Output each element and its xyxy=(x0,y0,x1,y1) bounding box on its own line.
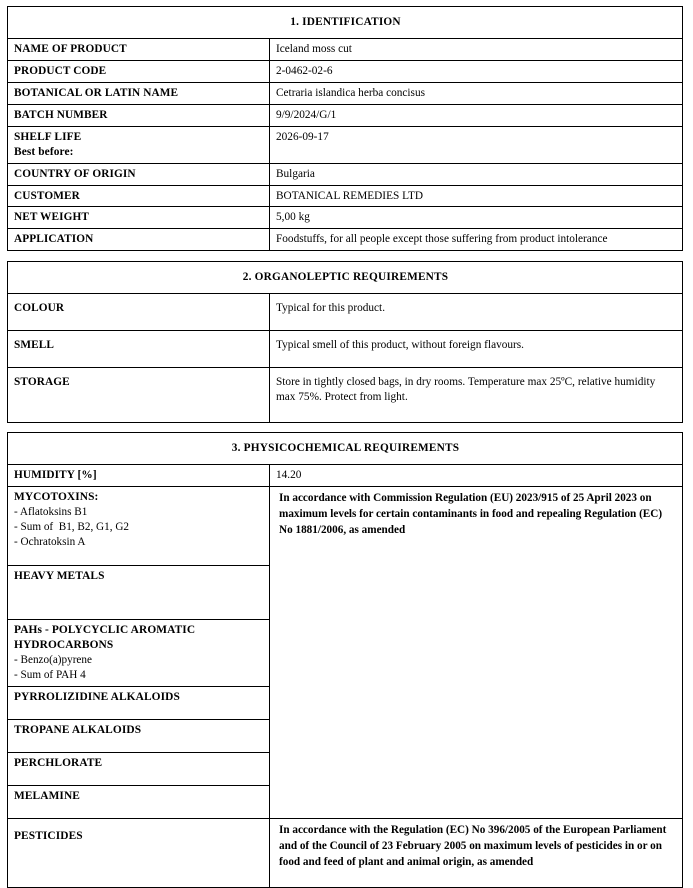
label-sum-of-b1-b2-g1-g2: - Sum of B1, B2, G1, G2 xyxy=(14,520,129,533)
label-heavy-metals: HEAVY METALS xyxy=(14,569,105,582)
label-shelf-life-cell xyxy=(8,126,270,163)
table-row xyxy=(8,818,683,887)
value-name-of-product: Iceland moss cut xyxy=(270,38,683,60)
label-pahs-cell xyxy=(8,619,270,686)
value-botanical-or-latin-name: Cetraria islandica herba concisus xyxy=(270,82,683,104)
table-row xyxy=(8,368,683,423)
label-ochratoksin-a: - Ochratoksin A xyxy=(14,535,86,548)
label-shelf-life: SHELF LIFE xyxy=(14,130,82,143)
table-row xyxy=(8,229,683,251)
section-header-row xyxy=(8,7,683,39)
label-benzo-a-pyrene: - Benzo(a)pyrene xyxy=(14,654,92,667)
label-heavy-metals-cell xyxy=(8,565,270,619)
table-row xyxy=(8,465,683,487)
label-botanical-or-latin-name: BOTANICAL OR LATIN NAME xyxy=(8,82,270,104)
label-application: APPLICATION xyxy=(8,229,270,251)
section-3-physicochemical-table xyxy=(7,432,683,887)
label-mycotoxins-cell xyxy=(8,486,270,565)
value-application: Foodstuffs, for all people except those suffering from product intolerance xyxy=(270,229,683,251)
section-header-row xyxy=(8,262,683,294)
label-storage: STORAGE xyxy=(8,368,270,423)
table-row xyxy=(8,185,683,207)
value-humidity: 14.20 xyxy=(270,465,683,487)
label-humidity: HUMIDITY [%] xyxy=(8,465,270,487)
table-row xyxy=(8,486,683,565)
label-perchlorate-cell xyxy=(8,752,270,785)
section-1-identification-table xyxy=(7,6,683,251)
label-best-before: Best before: xyxy=(14,145,74,158)
table-row xyxy=(8,294,683,331)
label-pyrrolizidine-alkaloids-cell xyxy=(8,686,270,719)
label-name-of-product: NAME OF PRODUCT xyxy=(8,38,270,60)
label-tropane-alkaloids-cell xyxy=(8,719,270,752)
table-row xyxy=(8,38,683,60)
label-net-weight: NET WEIGHT xyxy=(8,207,270,229)
label-pesticides: PESTICIDES xyxy=(14,829,83,842)
value-batch-number: 9/9/2024/G/1 xyxy=(270,104,683,126)
table-row xyxy=(8,163,683,185)
value-smell: Typical smell of this product, without foreign flavours. xyxy=(270,331,683,368)
table-row xyxy=(8,82,683,104)
value-country-of-origin: Bulgaria xyxy=(270,163,683,185)
value-colour: Typical for this product. xyxy=(270,294,683,331)
contaminants-statement-cell xyxy=(270,486,683,818)
table-row xyxy=(8,207,683,229)
label-colour: COLOUR xyxy=(8,294,270,331)
label-batch-number: BATCH NUMBER xyxy=(8,104,270,126)
value-product-code: 2-0462-02-6 xyxy=(270,60,683,82)
label-product-code: PRODUCT CODE xyxy=(8,60,270,82)
value-storage: Store in tightly closed bags, in dry rooms. Temperature max 25ºC, relative humidity max 75%. Protect from light. xyxy=(270,368,683,423)
label-smell: SMELL xyxy=(8,331,270,368)
label-pyrrolizidine-alkaloids: PYRROLIZIDINE ALKALOIDS xyxy=(14,690,180,703)
value-customer: BOTANICAL REMEDIES LTD xyxy=(270,185,683,207)
pesticides-statement-cell xyxy=(270,818,683,887)
pesticides-statement: In accordance with the Regulation (EC) No 396/2005 of the European Parliament and of the Council of 23 February 2005 on maximum levels of pesticides in or on food and feed of plant and animal origin, as amended xyxy=(279,823,667,869)
label-sum-of-pah-4: - Sum of PAH 4 xyxy=(14,668,86,681)
section-gap xyxy=(7,423,683,432)
label-customer: CUSTOMER xyxy=(8,185,270,207)
table-row xyxy=(8,126,683,163)
label-pahs-line1: PAHs - POLYCYCLIC AROMATIC xyxy=(14,623,196,636)
section-header-row xyxy=(8,433,683,465)
label-melamine: MELAMINE xyxy=(14,789,80,802)
table-row xyxy=(8,60,683,82)
label-perchlorate: PERCHLORATE xyxy=(14,756,103,769)
section-1-title: 1. IDENTIFICATION xyxy=(8,7,683,39)
label-pahs-line2: HYDROCARBONS xyxy=(14,639,114,652)
section-2-title: 2. ORGANOLEPTIC REQUIREMENTS xyxy=(8,262,683,294)
table-row xyxy=(8,331,683,368)
label-pesticides-cell xyxy=(8,818,270,887)
section-gap xyxy=(7,251,683,261)
table-row xyxy=(8,104,683,126)
label-country-of-origin: COUNTRY OF ORIGIN xyxy=(8,163,270,185)
label-mycotoxins: MYCOTOXINS: xyxy=(14,490,99,503)
label-aflatoksins-b1: - Aflatoksins B1 xyxy=(14,506,88,519)
value-shelf-life: 2026-09-17 xyxy=(270,126,683,163)
contaminants-statement: In accordance with Commission Regulation (EU) 2023/915 of 25 April 2023 on maximum levels for certain contaminants in food and repealing Regulation (EC) No 1881/2006, as amended xyxy=(279,491,663,537)
value-net-weight: 5,00 kg xyxy=(270,207,683,229)
label-tropane-alkaloids: TROPANE ALKALOIDS xyxy=(14,723,142,736)
section-3-title: 3. PHYSICOCHEMICAL REQUIREMENTS xyxy=(8,433,683,465)
section-2-organoleptic-table xyxy=(7,261,683,423)
label-melamine-cell xyxy=(8,785,270,818)
